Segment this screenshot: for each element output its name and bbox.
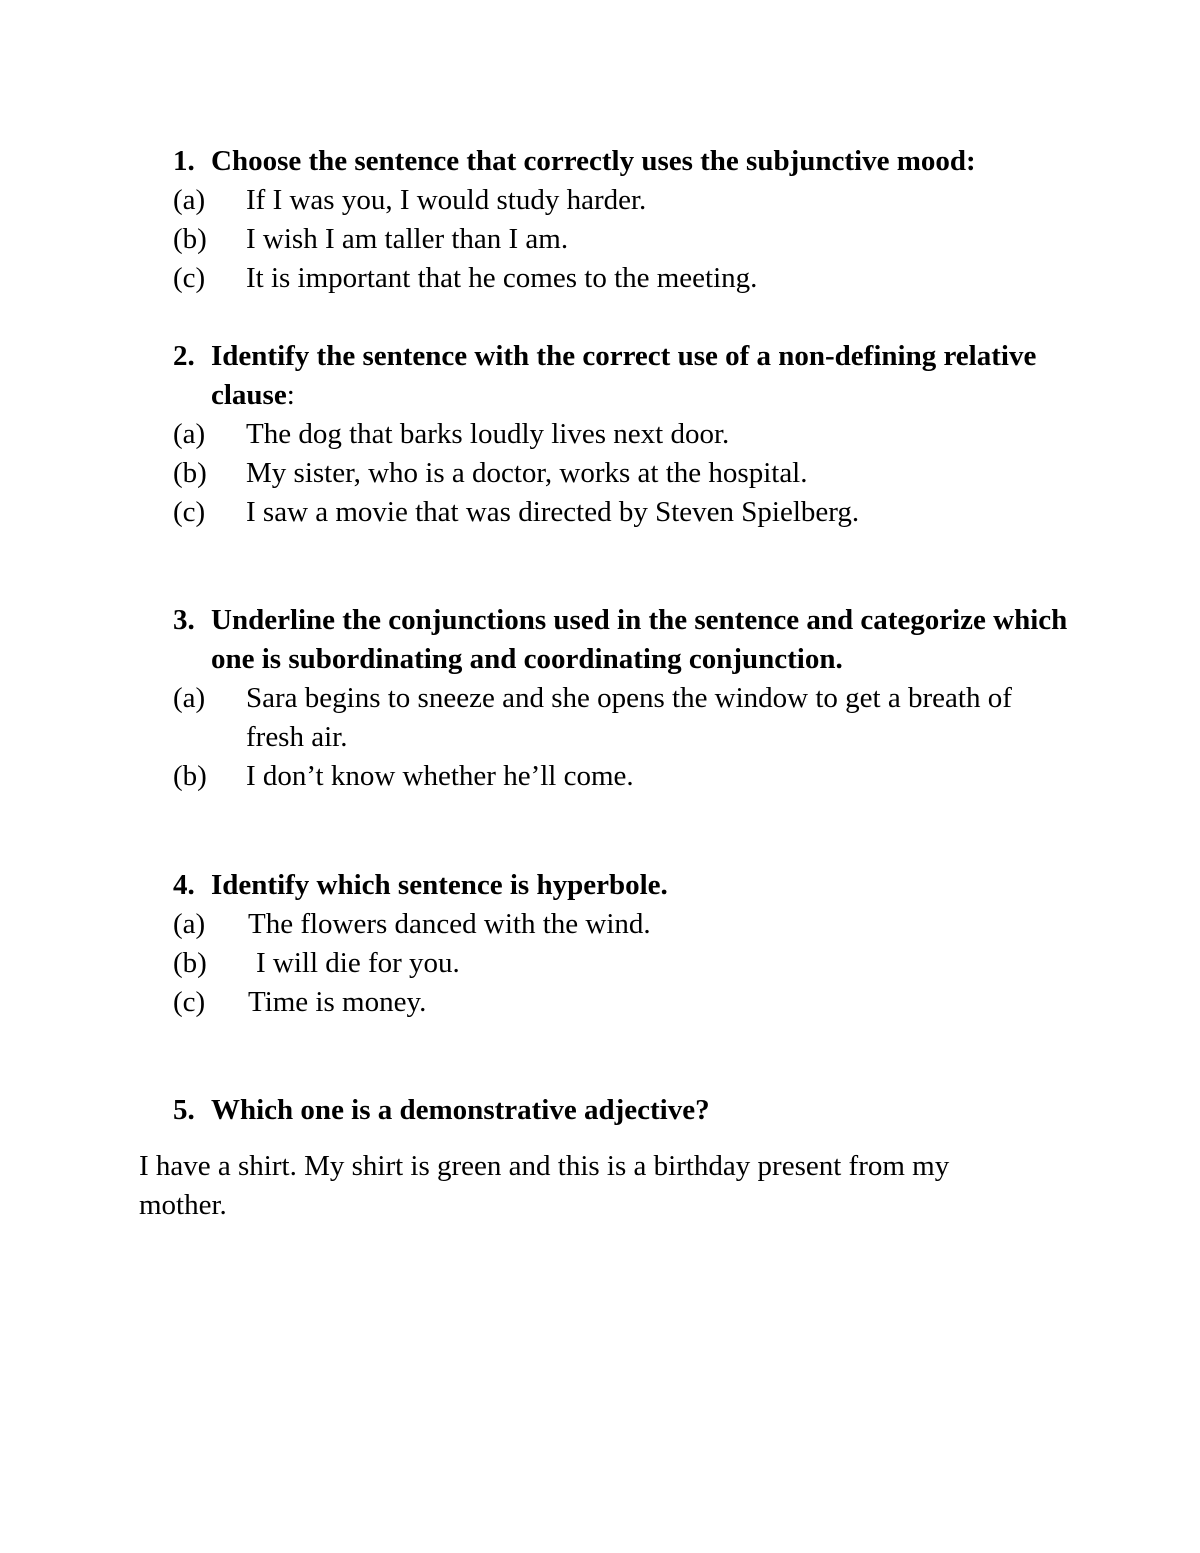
option-text: The flowers danced with the wind.: [248, 908, 651, 940]
option-b: [173, 757, 1073, 796]
question-number: 1.: [173, 145, 195, 177]
option-text: If I was you, I would study harder.: [246, 184, 647, 216]
option-label: (c): [173, 986, 206, 1018]
question-prompt: Choose the sentence that correctly uses the subjunctive mood:: [211, 145, 976, 177]
option-a: [173, 181, 1073, 220]
question-number: 5.: [173, 1094, 195, 1126]
option-text: I will die for you.: [256, 947, 460, 979]
option-label: (a): [173, 184, 206, 216]
question-number: 2.: [173, 340, 195, 372]
option-a: [173, 679, 1073, 757]
question-2: [173, 337, 1073, 532]
option-text: It is important that he comes to the meeting.: [246, 262, 758, 294]
option-label: (b): [173, 947, 207, 979]
question-number: 4.: [173, 869, 195, 901]
option-c: [173, 493, 1073, 532]
question-prompt: Which one is a demonstrative adjective?: [211, 1094, 710, 1126]
question-prompt-wrap: [211, 337, 1073, 415]
option-b: [173, 944, 1073, 983]
question-1-heading: [173, 142, 1073, 181]
question-1: [173, 142, 1073, 298]
option-text: Time is money.: [248, 986, 427, 1018]
question-number: 3.: [173, 604, 195, 636]
option-label: (c): [173, 262, 206, 294]
question-4: [173, 866, 1073, 1022]
question-prompt: Identify the sentence with the correct use of a non-defining relative clause: [211, 340, 1037, 411]
option-text: I saw a movie that was directed by Steven Spielberg.: [246, 496, 860, 528]
question-3-heading: [173, 601, 1073, 679]
option-c: [173, 259, 1073, 298]
option-text: I wish I am taller than I am.: [246, 223, 569, 255]
question-prompt: Underline the conjunctions used in the sentence and categorize which one is subordinating and coordinating conjunction.: [211, 604, 1068, 675]
question-5-passage: I have a shirt. My shirt is green and this is a birthday present from my mother.: [139, 1150, 950, 1221]
question-prompt-colon: :: [286, 379, 295, 411]
question-4-heading: [173, 866, 1073, 905]
question-5-heading: [173, 1091, 1073, 1130]
option-b: [173, 454, 1073, 493]
option-b: [173, 220, 1073, 259]
option-text: Sara begins to sneeze and she opens the window to get a breath of fresh air.: [246, 682, 1012, 753]
option-label: (b): [173, 457, 207, 489]
question-5: [173, 1091, 1073, 1130]
option-label: (b): [173, 760, 207, 792]
option-text: The dog that barks loudly lives next door.: [246, 418, 730, 450]
option-text: I don’t know whether he’ll come.: [246, 760, 634, 792]
option-label: (a): [173, 418, 206, 450]
option-text: My sister, who is a doctor, works at the hospital.: [246, 457, 808, 489]
option-a: [173, 415, 1073, 454]
option-label: (a): [173, 682, 206, 714]
question-prompt: Identify which sentence is hyperbole.: [211, 869, 668, 901]
question-3: [173, 601, 1073, 796]
option-label: (c): [173, 496, 206, 528]
option-label: (a): [173, 908, 206, 940]
option-a: [173, 905, 1073, 944]
option-label: (b): [173, 223, 207, 255]
question-2-heading: [173, 337, 1073, 415]
option-c: [173, 983, 1073, 1022]
